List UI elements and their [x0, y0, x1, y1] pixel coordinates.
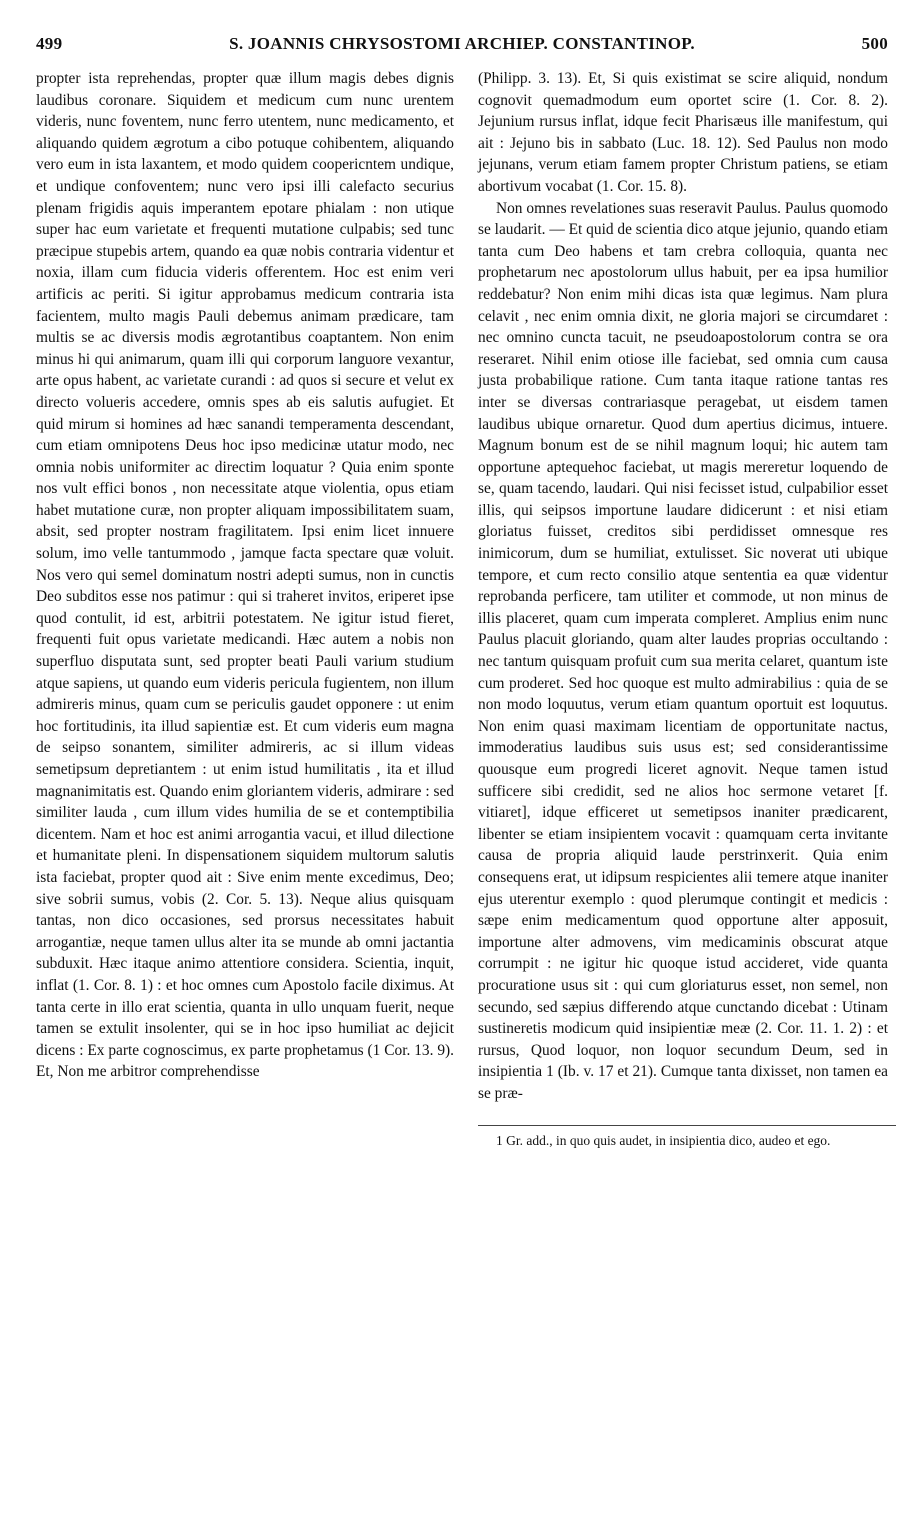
paragraph: Non omnes revelationes suas reseravit Paulus. Paulus quomodo se laudarit. — Et quid de scientia dico atque jejunio, quando etiam tanta cum Deo habens et tam crebra colloquia, quanta nec prophetarum nec apostolorum ullus habuit, per ea ipsa humilior reddebatur? Non enim mihi dicas ista quæ legimus. Nam plura celavit , nec enim omnia dixit, ne gloria majori se circumdaret : nec omnino cuncta tacuit, ne pseudoapostolorum contra se ora reseraret. Nihil enim otiose ille faciebat, sed omnia cum causa justa probabilique ratione. Cum tanta itaque ratione tantas res inter se diversas contrariasque peragebat, ut eisdem tamen laudibus ubique ornaretur. Quod dum apertius dicimus, intuere. Magnum bonum est de se nihil magnum loqui; hic autem tam opportune aptequehoc faciebat, ut magis mereretur loquendo de se, quam tacendo, laudari. Qui nisi fecisset istud, culpabilior esset illis, qui seipsos importune laudare didicerunt : et nisi etiam gloriatus fuisset, creditos sibi perdidisset omnesque res inimicorum, dum se humiliat, extulisset. Sic noverat uti ubique tempore, et cum recto consilio atque sententia ea quæ videntur reprobanda perficere, tam utiliter et commode, ut non minus de illis placeret, quam cum imperata compleret. Amplius enim nunc Paulus placuit gloriando, quam alter laudes proprias occultando : nec tantum quisquam profuit cum sua merita celaret, quantum iste cum proderet. Sed hoc quoque est multo admirabilius : quia de se non modo loquutus, verum etiam quantum oportuit est loquutus. Non enim quasi maximam licentiam de opportunitate nactus, immoderatius laudibus suis usus est; sed considerantissime quousque eum progredi liceret agnovit. Neque tamen istud sufficere sibi credidit, sed ne alios hoc sermone vetaret [f. vitiaret], idque efficeret ut semetipsos inaniter prædicarent, libenter se etiam insipientem vocavit : quamquam certa invitante causa de propria aliquid laude perstrinxerit. Quia enim consequens erat, ut idipsum respicientes alii temere atque inaniter ejus uterentur exemplo : quod plerumque contingit et medicis : sæpe enim medicamentum quod opportune alter apposuit, importune alter admovens, vim medicaminis obscurat atque corrumpit : ne igitur hic quoque istud accideret, vide quanta procuratione usus sit : qui cum gloriaturus esset, non semel, non secundo, sed sæpius differendo atque cunctando dicebat : Utinam sustineretis modicum quid insipientiæ meæ (2. Cor. 11. 1. 2) : et rursus, Quod loquor, non loquor secundum Deum, sed in insipientia 1 (Ib. v. 17 et 21). Cumque tanta dixisset, non tamen ea se præ- — [478, 199, 888, 1102]
paragraph: (Philipp. 3. 13). Et, Si quis existimat se scire aliquid, nondum cognovit quemadmodum eum oportet scire (1. Cor. 8. 2). Jejunium rursus inflat, idque fecit Pharisæus ille manifestum, qui ait : Jejuno bis in sabbato (Luc. 18. 12). Sed Paulus non modo jejunans, verum etiam famem propter Christum patiens, se etiam abortivum vocabat (1. Cor. 15. 8). — [478, 70, 888, 195]
running-head-title: S. JOANNIS CHRYSOSTOMI ARCHIEP. CONSTANTINOP. — [229, 34, 695, 53]
left-column — [36, 68, 454, 1083]
paragraph: propter ista reprehendas, propter quæ illum magis debes dignis laudibus coronare. Siquidem et medicum cum nunc urentem videris, nunc foventem, nunc ferro utentem, nunc medicamento, et aliquando quidem ægrotum a cibo potuque cohibentem, aliquando vero eum in ista laxantem, et modo quidem coopericntem undique, et undique confoventem; nunc vero ipsi illi calefacto securius plenam frigidis aquis imperantem epotare phialam : non utique super hac eum varietate et frequenti mutatione culpabis; sed tunc præcipue stupebis artem, quando ea quæ nobis contraria videntur et noxia, illam cum fiducia videris offerentem. Hoc est enim veri artificis ac periti. Si igitur approbamus medicum contraria ista facientem, multo magis Pauli debemus animam prædicare, tam multis se ac diversis modis ægrotantibus coaptantem. Non enim minus hi qui animarum, quam illi qui corporum languore vexantur, arte opus habent, ac varietate curandi : ad quos si secure et velut ex directo volueris accedere, omnis spes ab eis salutis aufugiet. Et quid mirum si homines ad hæc sanandi temperamenta descendant, cum etiam omnipotens Deus hoc ipso medicinæ utatur modo, nec omnia nobis uniformiter ac directim loquatur ? Quia enim sponte nos vult effici bonos , non necessitate atque violentia, opus etiam habet mutatione curæ, non propter aliquam impossibilitatem suam, absit, sed propter nostram fragilitatem. Ipsi enim licet innuere solum, imo velle tantummodo , jamque facta spectare quæ voluit. Nos vero qui semel dominatum nostri adepti sumus, non in cunctis Deo subditos esse nos patimur : qui si traheret invitos, eriperet ipse quod contulit, id est, arbitrii potestatem. Ne igitur istud fieret, frequenti fuit opus varietate medicandi. Hæc autem a nobis non superfluo disputata sunt, sed propter beati Pauli varium studium atque sapiens, ut quando eum videris pericula fugientem, non illum admireris minus, quam cum se periculis gaudet opponere : ut enim hoc fortitudinis, ita illud sapientiæ est. Et cum videris eum magna de seipso sonantem, similiter admireris, ac si illum videas semetipsum depretiantem : ut enim istud humilitatis , ita et illud magnanimitatis est. Quando enim gloriantem videris, admirare : sed similiter lauda , cum illum vides humilia de se et contemptibilia dicentem. Nam et hoc est animi arrogantia vacui, et illud dilectione et humanitate pleni. In dispensationem siquidem multorum salutis ista faciebat, propter quod ait : Sive enim mente excedimus, Deo; sive sobrii sumus, vobis (2. Cor. 5. 13). Neque alius quisquam tantas, non dico occasiones, sed prorsus necessitates habuit arrogantiæ, neque tamen ullus alter ita se munde ab omni jactantia subduxit. Hæc itaque animo attentiore considera. Scientia, inquit, inflat (1. Cor. 8. 1) : et hoc omnes cum Apostolo facile diximus. At tanta certe in illo erat scientia, quanta in ullo unquam fuerit, neque tamen se extulit insolenter, qui se in hoc ipso humiliat ac dejicit dicens : Ex parte cognoscimus, ex parte prophetamus (1 Cor. 13. 9). Et, Non me arbitror comprehendisse — [36, 70, 455, 1081]
footnote-text: 1 Gr. add., in quo quis audet, in insipientia dico, audeo et ego. — [496, 1132, 831, 1148]
running-header — [36, 34, 888, 60]
page-number-left: 499 — [36, 34, 63, 53]
right-column — [478, 68, 888, 1149]
footnote — [478, 1125, 896, 1149]
page-number-right: 500 — [861, 34, 888, 53]
